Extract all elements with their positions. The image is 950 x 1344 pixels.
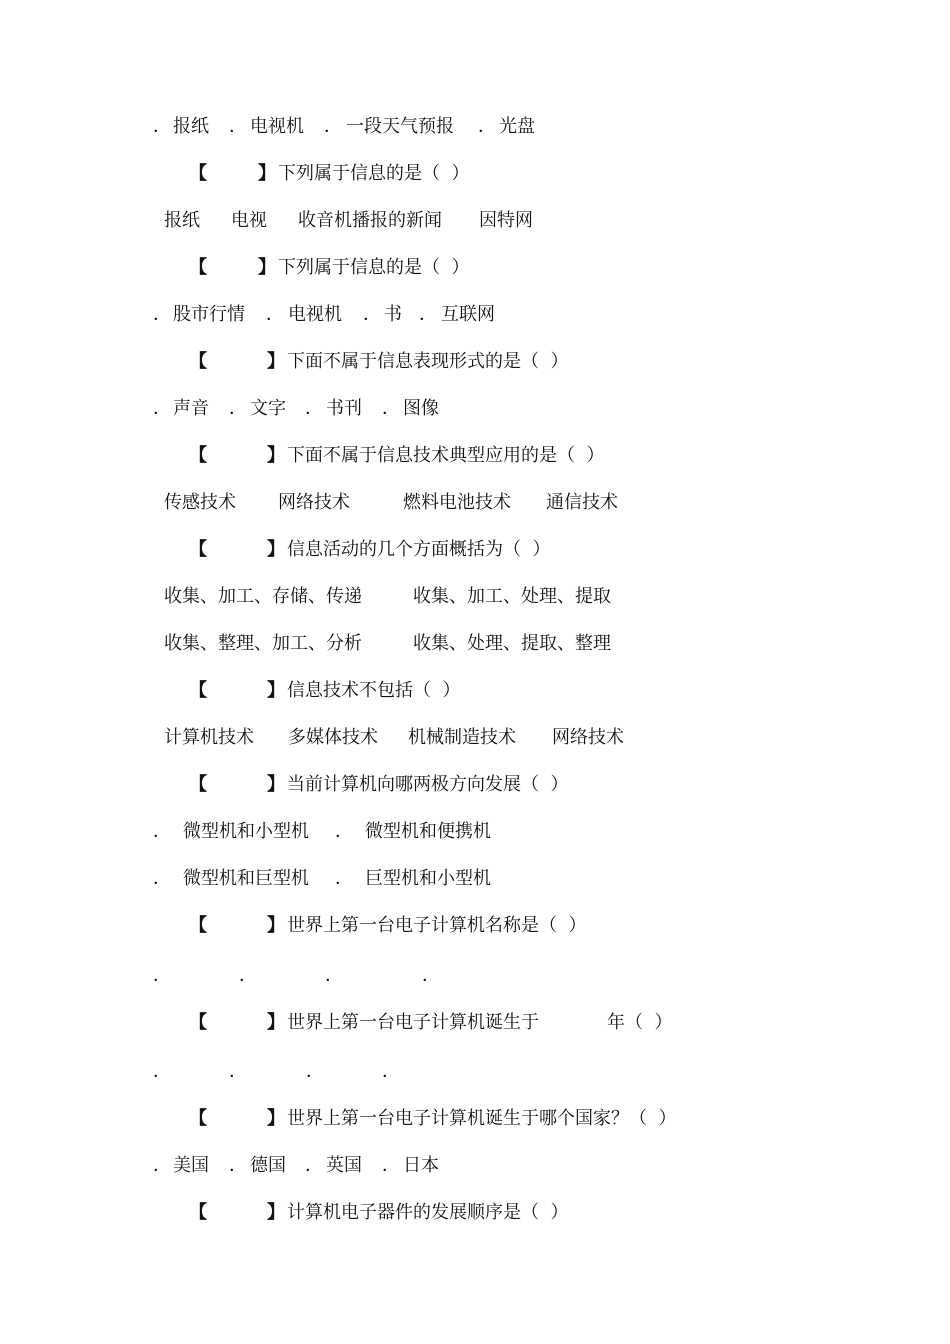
answer-bracket-close: 】: [267, 1012, 285, 1033]
option-text: 报纸: [173, 116, 209, 137]
question-text: 世界上第一台电子计算机诞生于哪个国家？（ ）: [287, 1108, 677, 1129]
option-marker: ．: [382, 1155, 400, 1176]
option-text: 网络技术: [278, 492, 350, 513]
option-text: 报纸: [164, 210, 200, 231]
question-text: 当前计算机向哪两极方向发展（ ）: [287, 774, 569, 795]
option-text: 计算机技术: [164, 727, 254, 748]
answer-bracket-close: 】: [258, 257, 276, 278]
answer-bracket-open: 【: [189, 163, 207, 184]
answer-bracket-close: 】: [267, 539, 285, 560]
option-text: 多媒体技术: [288, 727, 378, 748]
option-marker: ．: [382, 398, 400, 419]
option-text: 电视机: [288, 304, 342, 325]
option-marker: ．: [153, 868, 171, 889]
option-marker: ．: [229, 116, 247, 137]
option-text: 德国: [250, 1155, 286, 1176]
option-text: 声音: [173, 398, 209, 419]
option-text: 网络技术: [552, 727, 624, 748]
option-text: 一段天气预报: [346, 116, 454, 137]
option-marker: ．: [229, 1155, 247, 1176]
option-marker: ．: [306, 1061, 324, 1082]
option-text: 机械制造技术: [408, 727, 516, 748]
option-marker: ．: [305, 398, 323, 419]
question-text-tail: 年（ ）: [607, 1012, 673, 1033]
option-text: 日本: [403, 1155, 439, 1176]
option-marker: ．: [324, 116, 342, 137]
answer-bracket-open: 【: [189, 539, 207, 560]
option-marker: ．: [335, 821, 353, 842]
option-text: 巨型机和小型机: [365, 868, 491, 889]
option-marker: ．: [153, 821, 171, 842]
answer-bracket-open: 【: [189, 915, 207, 936]
question-text: 世界上第一台电子计算机名称是（ ）: [287, 915, 587, 936]
option-marker: ．: [153, 398, 171, 419]
answer-bracket-open: 【: [189, 680, 207, 701]
option-text: 光盘: [499, 116, 535, 137]
option-marker: ．: [153, 965, 171, 986]
answer-bracket-open: 【: [189, 1108, 207, 1129]
option-marker: ．: [229, 398, 247, 419]
question-text: 下面不属于信息表现形式的是（ ）: [287, 351, 569, 372]
answer-bracket-open: 【: [189, 1012, 207, 1033]
option-marker: ．: [153, 304, 171, 325]
answer-bracket-close: 】: [267, 1202, 285, 1223]
option-marker: ．: [153, 116, 171, 137]
option-text: 燃料电池技术: [403, 492, 511, 513]
option-text: 互联网: [441, 304, 495, 325]
answer-bracket-close: 】: [267, 680, 285, 701]
option-text: 收集、加工、存储、传递: [164, 586, 362, 607]
answer-bracket-close: 】: [267, 1108, 285, 1129]
option-text: 图像: [403, 398, 439, 419]
answer-bracket-open: 【: [189, 774, 207, 795]
question-text: 信息技术不包括（ ）: [287, 680, 461, 701]
option-marker: ．: [305, 1155, 323, 1176]
option-marker: ．: [325, 965, 343, 986]
answer-bracket-close: 】: [267, 445, 285, 466]
option-marker: ．: [266, 304, 284, 325]
option-text: 收集、处理、提取、整理: [413, 633, 611, 654]
answer-bracket-close: 】: [267, 351, 285, 372]
option-text: 微型机和巨型机: [183, 868, 309, 889]
option-text: 通信技术: [546, 492, 618, 513]
answer-bracket-open: 【: [189, 351, 207, 372]
option-text: 收集、整理、加工、分析: [164, 633, 362, 654]
option-text: 股市行情: [173, 304, 245, 325]
option-text: 文字: [250, 398, 286, 419]
option-marker: ．: [335, 868, 353, 889]
option-marker: ．: [153, 1155, 171, 1176]
answer-bracket-open: 【: [189, 1202, 207, 1223]
question-text: 下列属于信息的是（ ）: [278, 163, 470, 184]
option-marker: ．: [419, 304, 437, 325]
option-text: 收集、加工、处理、提取: [413, 586, 611, 607]
option-text: 英国: [326, 1155, 362, 1176]
option-text: 书: [384, 304, 402, 325]
answer-bracket-close: 】: [258, 163, 276, 184]
option-text: 传感技术: [164, 492, 236, 513]
option-text: 电视: [231, 210, 267, 231]
answer-bracket-open: 【: [189, 445, 207, 466]
option-text: 电视机: [250, 116, 304, 137]
option-text: 因特网: [479, 210, 533, 231]
answer-bracket-close: 】: [267, 774, 285, 795]
question-text: 世界上第一台电子计算机诞生于: [287, 1012, 539, 1033]
option-marker: ．: [382, 1061, 400, 1082]
answer-bracket-open: 【: [189, 257, 207, 278]
option-marker: ．: [239, 965, 257, 986]
option-marker: ．: [153, 1061, 171, 1082]
option-text: 微型机和便携机: [365, 821, 491, 842]
question-text: 下面不属于信息技术典型应用的是（ ）: [287, 445, 605, 466]
option-text: 美国: [173, 1155, 209, 1176]
answer-bracket-close: 】: [267, 915, 285, 936]
question-text: 信息活动的几个方面概括为（ ）: [287, 539, 551, 560]
question-text: 下列属于信息的是（ ）: [278, 257, 470, 278]
option-marker: ．: [363, 304, 381, 325]
option-marker: ．: [229, 1061, 247, 1082]
option-marker: ．: [422, 965, 440, 986]
option-text: 书刊: [326, 398, 362, 419]
option-marker: ．: [478, 116, 496, 137]
option-text: 微型机和小型机: [183, 821, 309, 842]
question-text: 计算机电子器件的发展顺序是（ ）: [287, 1202, 569, 1223]
option-text: 收音机播报的新闻: [298, 210, 442, 231]
